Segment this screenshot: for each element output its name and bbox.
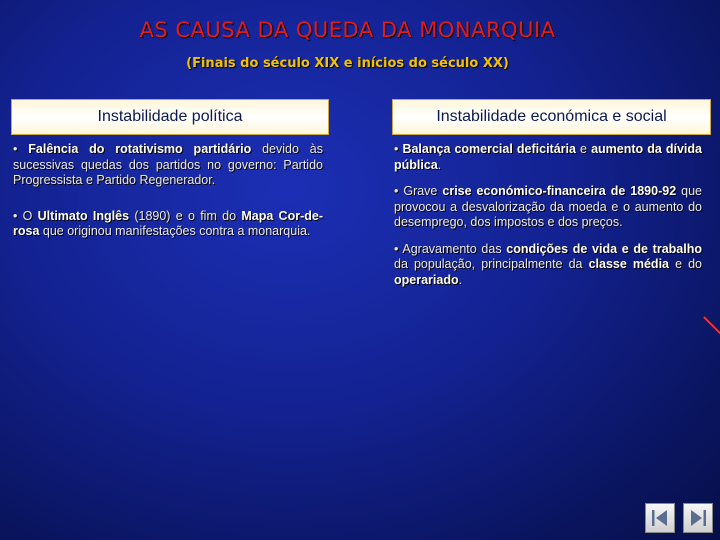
right-column [394, 142, 702, 299]
next-slide-button[interactable] [683, 503, 713, 533]
left-column-heading: Instabilidade política [11, 99, 329, 135]
previous-slide-button[interactable] [645, 503, 675, 533]
page-subtitle: (Finais do século XIX e inícios do século XX) [186, 56, 509, 71]
decorative-line [703, 316, 720, 335]
right-column-heading: Instabilidade económica e social [392, 99, 711, 135]
list-item: • Agravamento das condições de vida e de trabalho da população, principalmente da classe média e do operariado. [394, 241, 702, 287]
next-slide-icon [684, 504, 712, 532]
list-item: • O Ultimato Inglês (1890) e o fim do Mapa Cor-de-rosa que originou manifestações contra a monarquia. [13, 208, 323, 238]
list-item: • Grave crise económico-financeira de 1890-92 que provocou a desvalorização da moeda e o aumento do desemprego, dos impostos e dos preços. [394, 184, 702, 229]
page-title: AS CAUSA DA QUEDA DA MONARQUIA [139, 18, 556, 42]
left-column [13, 142, 323, 260]
list-item: • Falência do rotativismo partidário devido às sucessivas quedas dos partidos no governo: Partido Progressista e Partido Regenerador. [13, 142, 324, 187]
previous-slide-icon [646, 504, 674, 532]
list-item: • Balança comercial deficitária e aumento da dívida pública. [394, 142, 702, 172]
